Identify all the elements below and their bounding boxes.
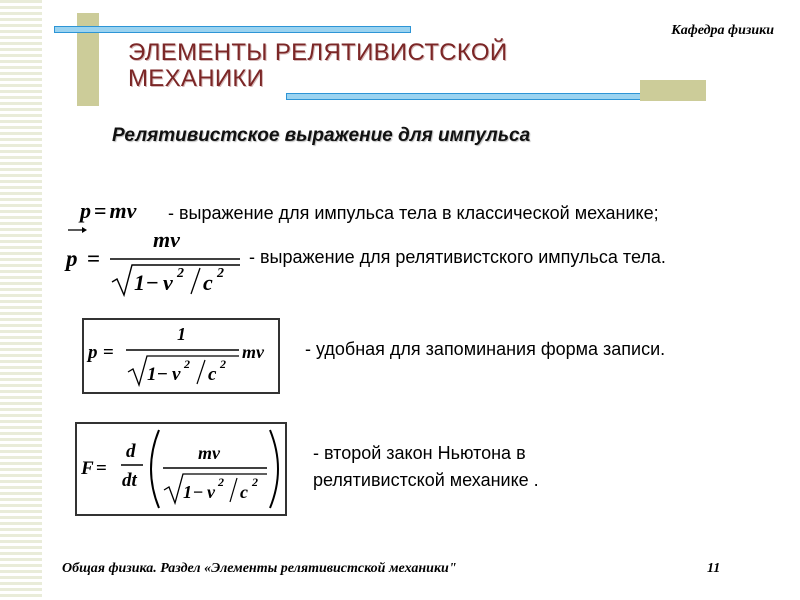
formula-symbol: 1 — [183, 482, 192, 502]
formula-symbol: 2 — [184, 357, 190, 371]
formula-symbol: p — [88, 342, 98, 363]
formula-symbol: v — [207, 482, 215, 502]
formula-symbol: 1 — [147, 364, 157, 385]
department-label: Кафедра физики — [671, 23, 774, 38]
formula-symbol: 2 — [218, 475, 224, 489]
formula-symbol: 2 — [177, 266, 184, 281]
decorative-block — [640, 80, 706, 101]
formula-symbol: = — [103, 342, 114, 363]
formula-box-newton — [75, 422, 287, 516]
formula-symbol: mv — [242, 342, 264, 362]
vector-arrow-icon — [68, 227, 87, 233]
formula-symbol: = — [96, 458, 107, 479]
formula-symbol: mv — [109, 198, 137, 223]
formula-symbol: 2 — [252, 475, 258, 489]
slash — [197, 360, 205, 384]
formula-symbol: = — [94, 198, 107, 223]
formula-symbol: − — [157, 364, 168, 385]
title-line-2: МЕХАНИКИ — [128, 65, 265, 92]
formula-symbol: p — [66, 246, 78, 271]
formula-symbol: 1 — [177, 324, 186, 344]
decorative-line-top — [54, 26, 411, 33]
decorative-line-bottom — [286, 93, 641, 100]
slide-subtitle: Релятивистское выражение для импульса — [112, 125, 531, 146]
formula-symbol: 2 — [217, 266, 224, 281]
formula-classical-momentum — [80, 198, 136, 224]
formula-symbol: − — [146, 270, 159, 295]
formula-symbol: v — [163, 270, 173, 295]
formula-symbol: − — [193, 482, 204, 502]
formula-symbol: c — [208, 364, 217, 385]
formula-symbol: = — [87, 246, 101, 271]
formula-symbol: dt — [122, 470, 137, 491]
slash — [230, 478, 237, 502]
title-line-1: ЭЛЕМЕНТЫ РЕЛЯТИВИСТСКОЙ — [128, 39, 508, 66]
slash — [191, 268, 200, 294]
formula-symbol: 2 — [220, 357, 226, 371]
formula-symbol: v — [172, 364, 181, 385]
right-parenthesis — [270, 430, 278, 508]
footer-text: Общая физика. Раздел «Элементы релятивистской механики" — [62, 561, 457, 576]
formula-symbol: mv — [153, 227, 180, 252]
item-1-description: - выражение для импульса тела в классической механике; — [168, 203, 659, 223]
formula-symbol: c — [203, 270, 213, 295]
page-number: 11 — [707, 561, 721, 576]
slide-title — [128, 40, 608, 92]
decorative-stripes — [0, 0, 42, 600]
formula-symbol: F — [81, 458, 94, 479]
item-4-description-line-1: - второй закон Ньютона в — [313, 443, 526, 463]
formula-symbol: d — [126, 441, 136, 462]
item-4-description-line-2: релятивистской механике . — [313, 470, 539, 490]
formula-symbol: p — [80, 198, 91, 223]
formula-box-memo — [82, 318, 280, 394]
item-2-description: - выражение для релятивистского импульса тела. — [249, 247, 666, 267]
formula-memo — [84, 320, 278, 392]
formula-newton — [77, 424, 285, 514]
formula-relativistic-momentum — [60, 224, 250, 298]
formula-symbol: 1 — [134, 270, 145, 295]
left-parenthesis — [151, 430, 159, 508]
item-3-description: - удобная для запоминания форма записи. — [305, 339, 666, 359]
formula-symbol: c — [240, 482, 248, 502]
formula-symbol: mv — [198, 443, 220, 463]
